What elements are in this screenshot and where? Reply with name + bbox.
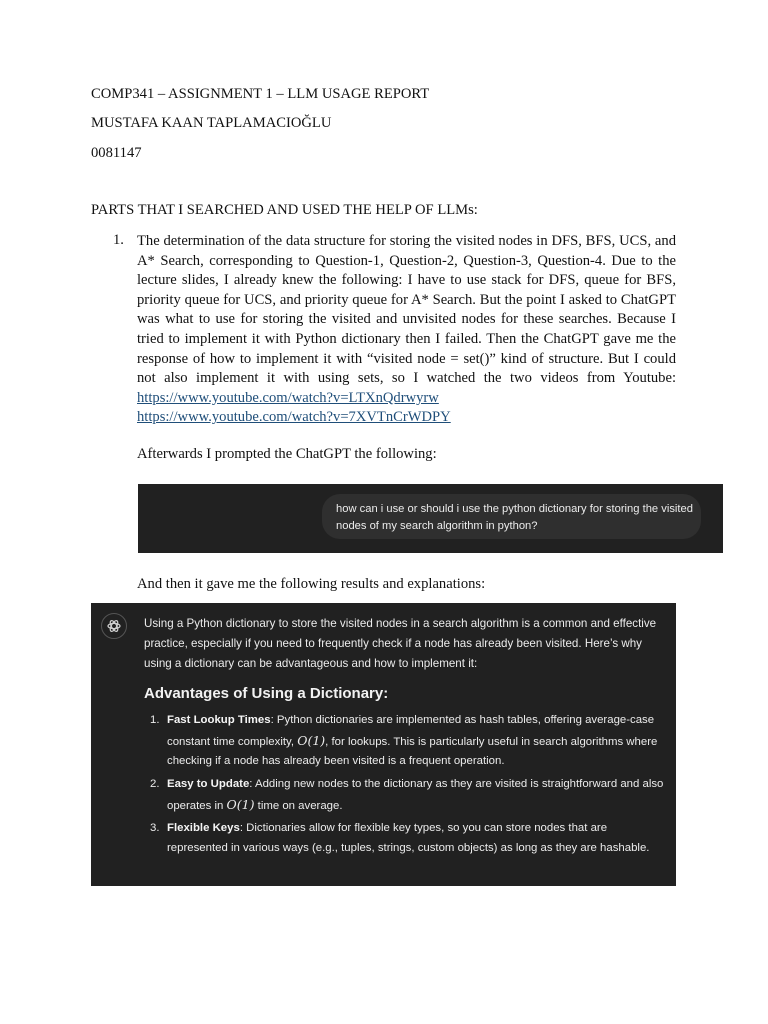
user-message-bubble: how can i use or should i use the python dictionary for storing the visited nodes of my search algorithm in python? [322, 494, 701, 539]
list-item-text: , for lookups. This is particularly useful in search algorithms where checking if a node has already been visited is a frequent operation. [167, 735, 658, 767]
big-o-notation: O(1) [226, 796, 255, 812]
list-item-text: time on average. [254, 799, 343, 812]
list-item-number: 1. [150, 714, 160, 726]
report-title: COMP341 – ASSIGNMENT 1 – LLM USAGE REPORT [91, 86, 430, 102]
item-text: The determination of the data structure for storing the visited nodes in DFS, BFS, UCS, and A* Search, corresponding to Question-1, Question-2, Question-3, Question-4. Due to the lecture slides, I already knew the following: I have to use stack for DFS, queue for BFS, priority queue for UCS, and priority queue for A* Search. But the point I asked to ChatGPT was what to use for storing the visited and unvisited nodes for these searches. Because I tried to implement it with Python dictionary then I failed. Then the ChatGPT gave me the response of how to implement it with “visited node = set()” kind of structure. But I could not also implement it with using sets, so I watched the two videos from Youtube: [137, 233, 676, 387]
author-name: MUSTAFA KAAN TAPLAMACIOĞLU [91, 115, 332, 131]
youtube-link-1[interactable]: https://www.youtube.com/watch?v=LTXnQdrwyrw [137, 389, 439, 406]
response-intro: Using a Python dictionary to store the visited nodes in a search algorithm is a common and effective practice, especially if you need to frequently check if a node has already been visited. Here’s why using a dictionary can be advantageous and how to implement it: [144, 617, 657, 670]
list-item-number: 2. [150, 778, 160, 790]
list-item-title: Fast Lookup Times [167, 714, 271, 726]
prompt-intro-text: Afterwards I prompted the ChatGPT the following: [137, 446, 437, 462]
prompt-screenshot [138, 484, 723, 553]
list-item [144, 819, 664, 858]
list-item-text: : Adding new nodes to the dictionary as they are visited is straightforward and also operates in [167, 778, 664, 812]
result-intro-text: And then it gave me the following results and explanations: [137, 576, 486, 592]
big-o-notation: O(1) [297, 732, 326, 748]
response-heading: Advantages of Using a Dictionary: [144, 685, 389, 702]
youtube-link-2[interactable]: https://www.youtube.com/watch?v=7XVTnCrWDPY [137, 409, 451, 426]
list-item-number: 3. [150, 822, 160, 834]
response-screenshot [91, 603, 676, 886]
list-item-title: Flexible Keys [167, 822, 240, 834]
list-item-text: : Python dictionaries are implemented as hash tables, offering average-case constant time complexity, [167, 714, 655, 748]
list-item [144, 775, 664, 816]
chatgpt-logo-icon [101, 613, 127, 639]
list-item-text: : Dictionaries allow for flexible key types, so you can store nodes that are represented in various ways (e.g., tuples, strings, custom objects) as long as they are hashable. [167, 822, 650, 854]
list-item [144, 711, 664, 772]
list-item-number: 1. [113, 232, 124, 248]
section-heading: PARTS THAT I SEARCHED AND USED THE HELP OF LLMs: [91, 202, 478, 218]
item-paragraph [137, 232, 676, 428]
list-item-title: Easy to Update [167, 778, 250, 790]
student-id: 0081147 [91, 145, 142, 161]
